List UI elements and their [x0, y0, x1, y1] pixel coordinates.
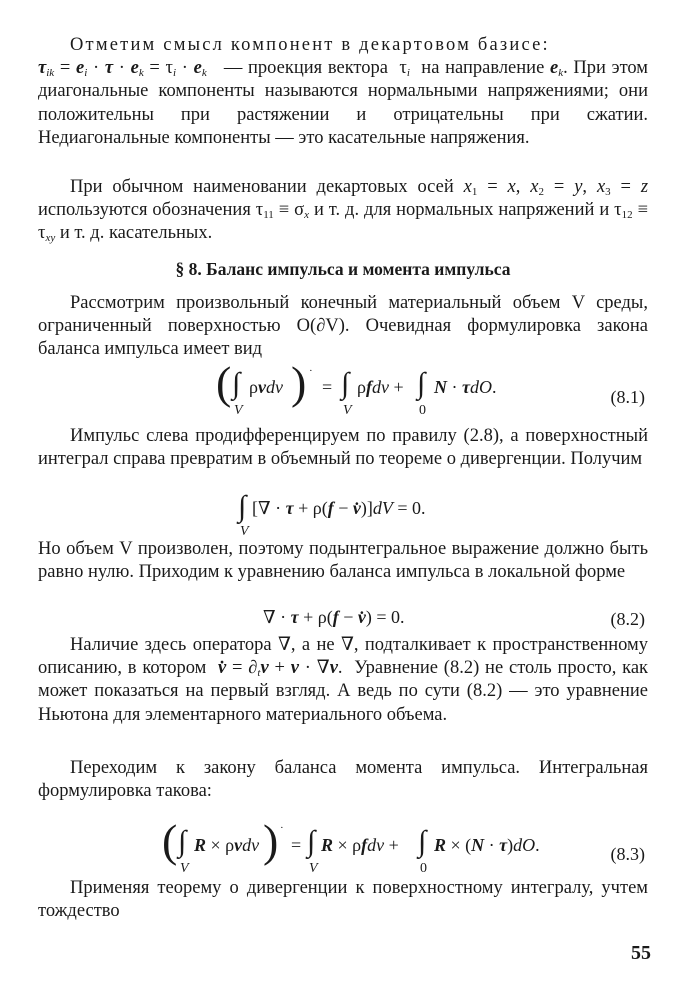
paragraph-balance-intro: Рассмотрим произвольный конечный материальный объем V среды, ограниченный поверхностью O(∂V). Очевидная формулировка закона баланса импульса имеет вид	[38, 293, 648, 360]
paragraph-arbitrary-volume: Но объем V произволен, поэтому подынтегральное выражение должно быть равно нулю. Приходим к уравнению баланса импульса в локальной форме	[38, 539, 648, 583]
equation-divergence: ∫ V [∇ · τ + ρ(f − v̇)]dV = 0.	[238, 490, 426, 539]
equation-8-3: ( ∫ V R × ρvdv ) · = ∫ V R × ρfdv + ∫ 0 R × (N · τ)dO. (8.3)	[162, 815, 645, 876]
equation-8-1: ( ∫ V ρvdv ) · = ∫ V ρfdv + ∫ 0 N · τdO. (8.1)	[216, 357, 645, 418]
equation-8-2: ∇ · τ + ρ(f − v̇) = 0. (8.2)	[263, 607, 645, 629]
paragraph-differentiate: Импульс слева продифференцируем по правилу (2.8), а поверхностный интеграл справа превратим в объемный по теореме о дивергенции. Получим	[38, 426, 648, 470]
page-number: 55	[631, 942, 651, 964]
paragraph-notation: При обычном наименовании декартовых осей $x_1 = x$, $x_2 = y$, $x_3 = z$ используются обозначения $\tau_{11} \equiv \sigma_x$ и т. д. для нормальных напряжений и $\tau_{12} \equiv \tau_{xy}$ и т. д. касательных.	[38, 177, 649, 245]
paragraph-components: Отметим смысл компонент в декартовом базисе: $\tau_{ik} = e_i \cdot \tau \cdot e_k = \tau_i \cdot e_k$ — проекция вектора $\tau_i$ на направление $e_k$. При этом диагональные компоненты называются нормальными напряжениями; они положительны при растяжении и отрицательны при сжатии. Недиагональные компоненты — это касательные напряжения.	[38, 35, 649, 148]
section-heading: § 8. Баланс импульса и момента импульса	[175, 259, 511, 279]
paragraph-angular-momentum: Переходим к закону баланса момента импульса. Интегральная формулировка такова:	[38, 758, 648, 802]
paragraph-divergence-theorem: Применяя теорему о дивергенции к поверхностному интегралу, учтем тождество	[38, 878, 648, 922]
paragraph-operator: Наличие здесь оператора ∇, а не ∇, подталкивает к пространственному описанию, в котором v̇ = $\partial_tv + v \cdot \nabla v$. Уравнение (8.2) не столь просто, как может показаться на первый взгляд. А ведь по сути (8.2) — это уравнение Ньютона для элементарного материального объема.	[38, 635, 649, 725]
